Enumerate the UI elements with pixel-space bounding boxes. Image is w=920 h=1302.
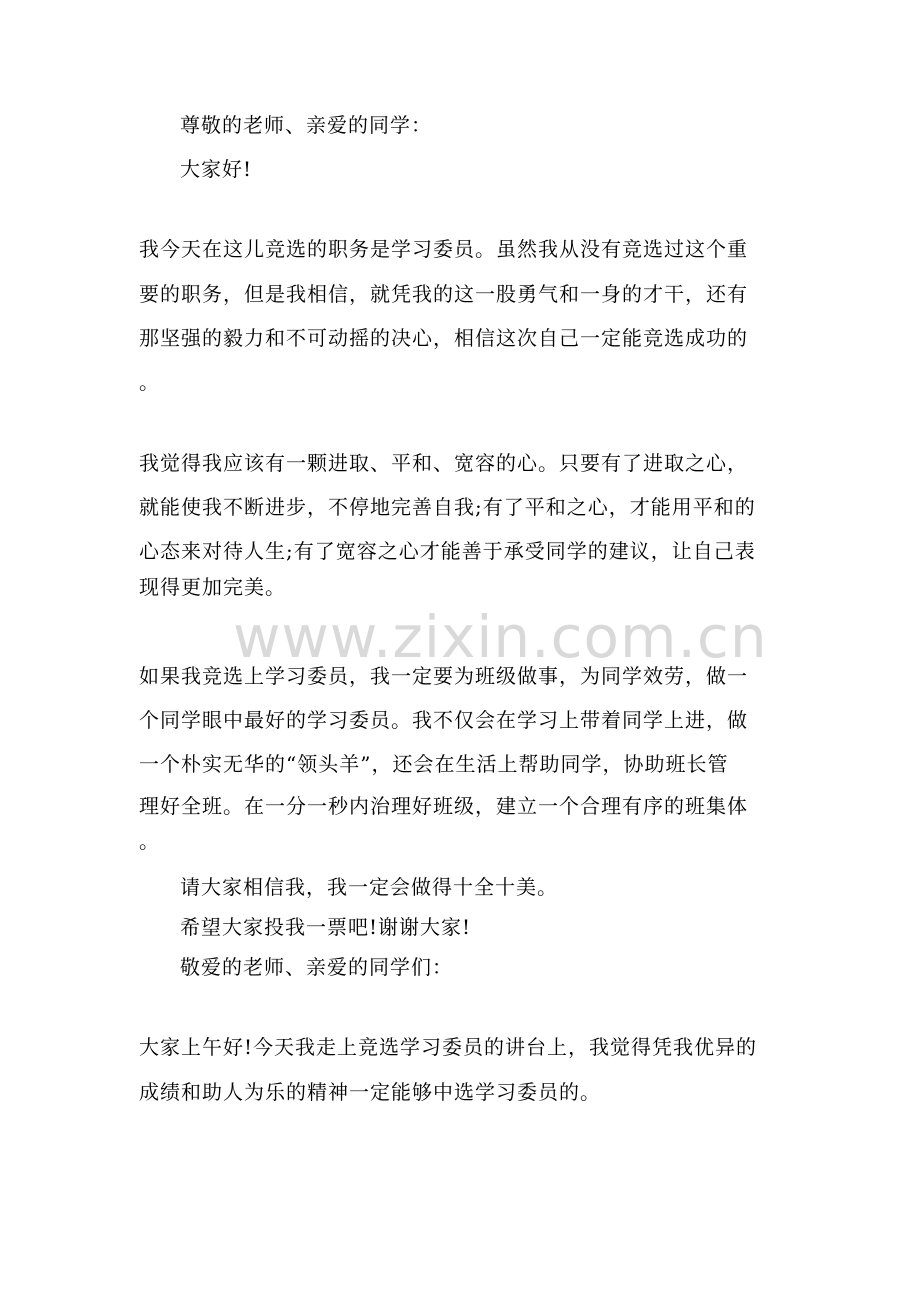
paragraph-1-line-4: 。 [139, 370, 160, 394]
paragraph-3-line-1: 如果我竞选上学习委员，我一定要为班级做事，为同学效劳，做一 [139, 664, 748, 688]
paragraph-3-line-3: 一个朴实无华的“领头羊”，还会在生活上帮助同学，协助班长管 [139, 752, 729, 776]
paragraph-1-line-3: 那坚强的毅力和不可动摇的决心，相信这次自己一定能竞选成功的 [139, 326, 748, 350]
closing-line-2: 希望大家投我一票吧!谢谢大家! [180, 915, 472, 939]
paragraph-1-line-1: 我今天在这儿竞选的职务是学习委员。虽然我从没有竞选过这个重 [139, 237, 748, 261]
salutation-line: 尊敬的老师、亲爱的同学： [180, 113, 432, 137]
paragraph-2-line-1: 我觉得我应该有一颗进取、平和、宽容的心。只要有了进取之心， [139, 451, 748, 475]
paragraph-2-line-3: 心态来对待人生;有了宽容之心才能善于承受同学的建议，让自己表 [139, 539, 756, 563]
paragraph-1-line-2: 要的职务，但是我相信，就凭我的这一股勇气和一身的才干，还有 [139, 282, 748, 306]
closing-line-1: 请大家相信我，我一定会做得十全十美。 [180, 875, 558, 899]
paragraph-3-line-4: 理好全班。在一分一秒内治理好班级，建立一个合理有序的班集体 [139, 794, 748, 818]
paragraph-4-line-1: 大家上午好!今天我走上竞选学习委员的讲台上，我觉得凭我优异的 [139, 1035, 758, 1059]
greeting-line: 大家好! [180, 157, 253, 181]
paragraph-3-line-2: 个同学眼中最好的学习委员。我不仅会在学习上带着同学上进，做 [139, 708, 748, 732]
paragraph-4-line-2: 成绩和助人为乐的精神一定能够中选学习委员的。 [139, 1080, 601, 1104]
paragraph-2-line-2: 就能使我不断进步，不停地完善自我;有了平和之心，才能用平和的 [139, 495, 756, 519]
paragraph-2-line-4: 现得更加完美。 [139, 575, 286, 599]
salutation-line-2: 敬爱的老师、亲爱的同学们： [180, 955, 453, 979]
paragraph-3-line-5: 。 [139, 829, 160, 853]
watermark-text: www.zixin.com.cn [233, 603, 768, 671]
